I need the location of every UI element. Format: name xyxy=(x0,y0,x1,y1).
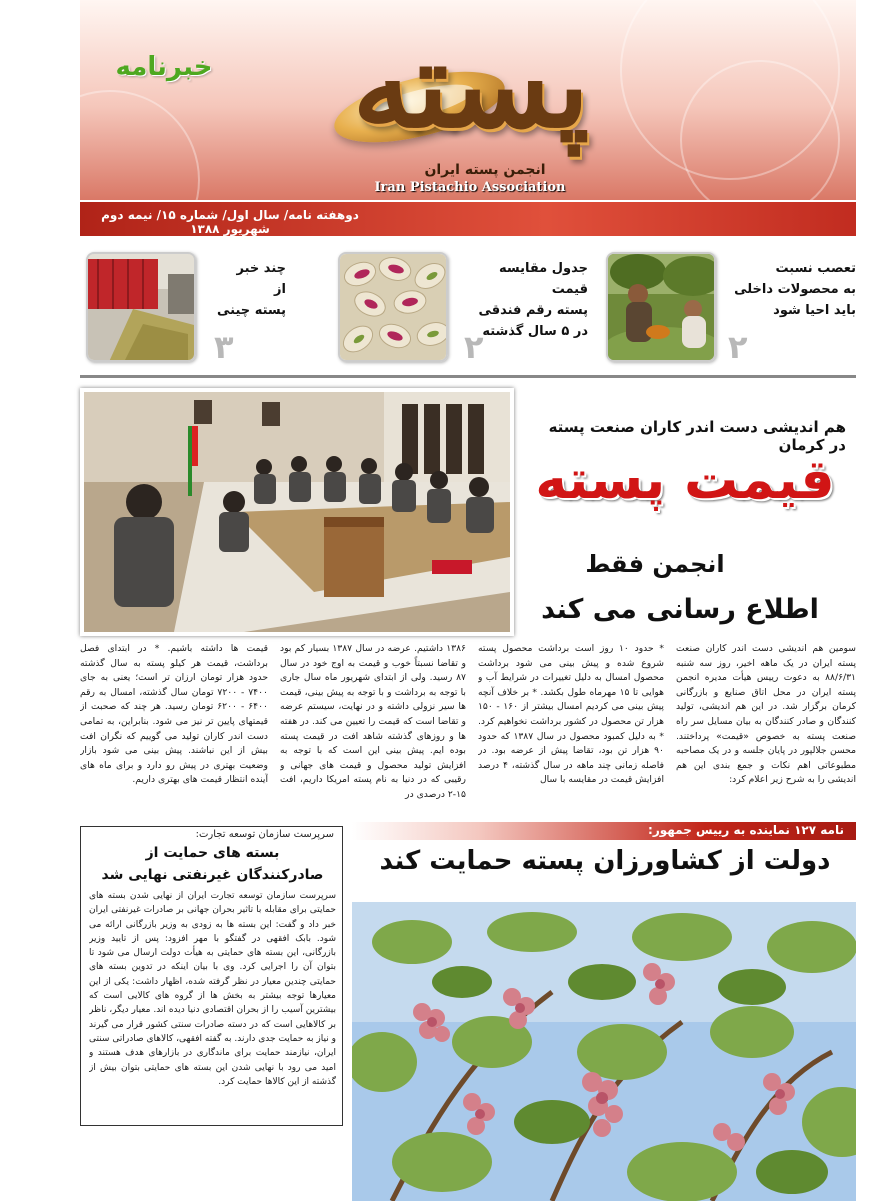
teaser-page-number: ۲ xyxy=(728,328,748,366)
orchard-photo xyxy=(352,902,856,1201)
lead-subheadline-1: انجمن فقط xyxy=(585,550,725,578)
teaser-title: چند خبر از پسته چینی xyxy=(217,261,286,318)
lead-subheadline-2: اطلاع رسانی می کند xyxy=(541,594,819,625)
logo-wordmark: پسته xyxy=(352,15,590,154)
teaser-title: جدول مقایسه قیمت پسته رقم فندقی در ۵ سال گذشته xyxy=(478,261,588,339)
lead-column-2: * حدود ۱۰ روز است برداشت محصول پسته شروع شده و پیش بینی می شود برداشت محصول امسال به دلیل تغییرات در شرایط آب و هوایی تا ۱۵ مهرماه طول بکشد. * بر خلاف آنچه پیش بینی می کردیم امسال بیشتر از ۱۶۰ - ۱۵۰ هزار تن محصول در کشور برداشت نخواهیم کرد. * به دلیل کمبود محصول در سال ۱۳۸۷ که حدود ۹۰ هزار تن بود، تقاضا پیش از عرضه بود. در فاصله زمانی چند ماهه در سال گذشته، ۴ درصد افزایش قیمت در مقایسه با سال xyxy=(478,643,664,786)
lead-headline: قیمت پسته xyxy=(535,448,835,511)
teaser-price-table[interactable] xyxy=(338,252,588,364)
boxed-title-line-1: بسته های حمایت از xyxy=(145,845,280,861)
boxed-body: سرپرست سازمان توسعه تجارت ایران از نهایی شدن بسته های حمایتی برای مقابله با تاثیر بحران جهانی بر صادرات غیرنفتی ایران خبر داد و گفت: این بسته ها به زودی به وزیر بازرگانی ارائه می شود. بابک افقهی در گفتگو با مهر افزود: پس از تایید وزیر بازرگانی، این بسته های حمایتی به هیأت دولت ارسال می شود تا بتوان آن را اجرایی کرد. وی با بیان اینکه در تدوین بسته های حمایتی چندین معیار در نظر گرفته شده، اظهار داشت: یکی از این معیارها توجه بیشتر به بخش ها از گروه های کالایی است که بیشترین آسیب را از بحران اقتصادی دنیا دیده اند. معیار دیگر، ناظر بر کالاهایی است که در دسته صادرات سنتی کشور قرار می گیرند و نیاز به حمایت جدی دارند. به گفته افقهی، کالاهای صادراتی سنتی ایران، نیازمند حمایت برای ماندگاری در بازارهای هدف هستند و امید می رود با نهایی شدن این بسته های حمایتی بتوان بیش از گذشته از این کالاها حمایت کرد. xyxy=(89,891,336,1087)
lead-column-1: سومین هم اندیشی دست اندر کاران صنعت پسته ایران در یک ماهه اخیر، روز سه شنبه ۸۸/۶/۳۱ به دعوت رییس هیأت مدیره انجمن پسته ایران در محل اتاق صنایع و بازرگانی کرمان برگزار شد. در این هم اندیشی، تولید کنندگان و صادر کنندگان به بیان مسایل سر راه صنعت پسته به خصوص «قیمت» پرداختند. محسن جلالپور در پایان جلسه و در یک مصاحبه مطبوعاتی اهم نکات و جمع بندی این هم اندیشی را به شرح زیر اعلام کرد: xyxy=(676,643,856,786)
second-headline: دولت از کشاورزان پسته حمایت کند xyxy=(379,846,831,876)
lead-column-3: ۱۳۸۶ داشتیم. عرضه در سال ۱۳۸۷ بسیار کم بود و تقاضا نسبتاً خوب و قیمت به اوج خود در سال ۸۷ رسید. ولی از ابتدای شهریور ماه سال جاری با توجه به برداشت و با توجه به پیش بینی، قیمت ها سیر نزولی داشته و در نهایت، سیستم عرضه و تقاضا است که قیمت را تعیین می کند. در هفته ها و روزهای گذشته شاهد افت در قیمت پسته بوده ایم. پیش بینی این است که با توجه به افزایش تولید محصول و قیمت های جهانی و رقیبی که در دنیا به نام پسته امریکا داریم، افت ۱۵-۲ درصدی در xyxy=(280,643,466,800)
teaser-domestic-products[interactable] xyxy=(606,252,856,364)
teaser-photo-pistachios xyxy=(338,252,448,362)
teaser-title: تعصب نسبت به محصولات داخلی باید احیا شود xyxy=(734,261,856,318)
decorative-swirl xyxy=(680,60,840,220)
teaser-photo-harvest xyxy=(606,252,716,362)
boxed-story[interactable] xyxy=(80,826,343,1126)
teaser-photo-truck xyxy=(86,252,196,362)
teaser-page-number: ۳ xyxy=(214,328,234,366)
lead-kicker: هم اندیشی دست اندر کاران صنعت پسته در کرمان xyxy=(548,418,846,454)
masthead xyxy=(80,0,856,236)
association-name-en: Iran Pistachio Association xyxy=(374,180,566,195)
boxed-kicker: سرپرست سازمان توسعه تجارت: xyxy=(195,829,334,840)
newsletter-label: خبرنامه xyxy=(115,52,213,82)
teaser-chinese-pistachio[interactable] xyxy=(86,252,286,364)
meeting-photo xyxy=(80,388,514,636)
section-divider xyxy=(80,375,856,378)
association-name-fa: انجمن پسته ایران xyxy=(424,162,546,178)
ribbon-text: نامه ۱۲۷ نماینده به رییس جمهور: xyxy=(648,823,844,837)
teaser-page-number: ۲ xyxy=(464,328,484,366)
news-ribbon xyxy=(352,822,856,840)
boxed-title-line-2: صادرکنندگان غیرنفتی نهایی شد xyxy=(101,867,324,883)
lead-column-4: قیمت ها داشته باشیم. * در ابتدای فصل برداشت، قیمت هر کیلو پسته به سال گذشته حدود هزار تومان ارزان تر است؛ یعنی به جای ۷۴۰۰ - ۷۲۰۰ تومان سال گذشته، امسال به رقم ۶۴۰۰ - ۶۲۰۰ تومان رسید. هر چند که صحبت از قیمتهای پایین تر نیز می شود. بنابراین، به تمامی دست اندر کاران تولید می گوییم که نگران افت بیش از این نباشند. پیش بینی می شود بازار وضعیت بهتری در پیش رو دارد و برای ماه های آینده انتظار قیمت های بهتری داریم. xyxy=(80,643,268,786)
issue-info: دوهفته نامه/ سال اول/ شماره ۱۵/ نیمه دوم شهریور ۱۳۸۸ xyxy=(101,208,359,236)
